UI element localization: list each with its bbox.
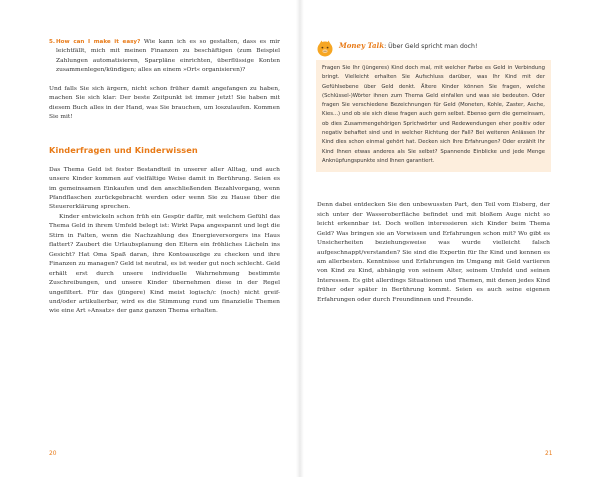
page-number-right: 21 <box>545 451 553 457</box>
money-talk-header <box>317 38 550 60</box>
paragraph-rest: Denn dabei entdecken Sie den unbewussten Part, den Teil vom Eisberg, der sich unter der Wasseroberfläche befindet und mit bloßem Auge nicht so leicht erkennbar ist. Doch wollen interessieren sich Kinder beim Thema Geld? Was bringen sie an Vorwissen und Erfahrungen schon mit? Wo gibt es Unsicherheiten beziehungsweise was wurde vielleicht falsch aufgeschnappt/verstanden? Sie sind die Expertin für Ihr Kind und kennen es am allerbesten. Kenntnisse und Erfahrungen im Umgang mit Geld variieren von Kind zu Kind, abhängig von seinem Alter, seinem Umfeld und seinen Interessen. Es gibt allerdings Situationen und Themen, mit denen jedes Kind früher oder später in Berührung kommt. Seien es auch seine eigenen Erfahrungen oder durch Freundinnen und Freunde. <box>317 202 550 303</box>
money-talk-box <box>316 60 551 172</box>
list-item-text: Wie kann ich es so gestalten, dass es mir leichtfällt, mich mit meinen Finanzen zu beschäftigen (zum Beispiel Zahlungen automatisieren, Sparpläne einrichten, überflüssige Konten zusammenlegen/kündigen; alles an einem »Ort« organisieren)? <box>56 39 280 74</box>
money-talk-text: Fragen Sie Ihr (jüngeres) Kind doch mal, mit welcher Farbe es Geld in Verbindung bringt. Vielleicht erhalten Sie Aufschluss darüber, was Ihr Kind mit der Gefühlsebene über Geld denkt. Ältere Kinder können Sie fragen, welche (Schlüssel-)Wörter ihnen zum Thema Geld einfallen und was sie bedeuten. Oder fragen Sie verschiedene Bezeichnungen für Geld (Moneten, Kohle, Zaster, Asche, Kies...) und ob sie sich diese fragen auch gern selbst. Ebenso gern die gemeinsam, ob dies Zusammengehörigen Sprichwörter und Redewendungen eher positiv oder negativ behaftet sind und in welcher Richtung der Fall? Bei weiteren Anlässen Ihr Kind dies schon einmal gehört hat. Decken sich Ihre Erfahrungen? Oder erzählt Ihr Kind Ihnen etwas anderes als Sie selbst? Spannende Einblicke und jede Menge Anknüpfungspunkte sind Ihnen garantiert. <box>322 65 545 164</box>
right-page <box>317 38 550 305</box>
page-number-left: 20 <box>49 451 57 457</box>
paragraph-children: Kinder entwickeln schon früh ein Gespür dafür, mit welchem Gefühl das Thema Geld in ihrem Umfeld belegt ist: Wirkt Papa angespannt und legt die Stirn in Falten, wenn die Nachzahlung des Energieversorgers ins Haus flattert? Zaubert die Urlaubsplanung den Eltern ein fröhliches Lächeln ins Gesicht? Hat Oma Spaß daran, ihre Kontoauszüge zu checken und ihre Finanzen zu managen? Geld ist neutral, es ist weder gut noch schlecht. Geld erhält erst durch unsere individuelle Wahrnehmung bestimmte Zuschreibungen, und unsere Kinder übernehmen diese in der Regel ungefiltert. Für das (jüngere) Kind meist logisch/c (noch) nicht greif- und/oder artikulierbar, wird es die Stimmung rund um finanzielle Themen wie eine Art »Ansatz« der ganz ganzen Thema erhalten. <box>49 213 280 315</box>
money-talk-title <box>339 41 477 50</box>
list-item-lead: How can I make it easy? <box>56 39 141 45</box>
book-gutter <box>296 0 304 477</box>
left-page <box>49 38 280 317</box>
money-talk-brand: Money Talk <box>339 41 385 50</box>
list-item-5 <box>49 38 280 76</box>
paragraph-theme: Das Thema Geld ist fester Bestandteil in unserer aller Alltag, und auch unsere Kinder kommen auf vielfältige Weise damit in Berührung. Seien es im gemeinsamen Einkaufen und den anschließenden Bezahlvorgang, wenn Pfandflaschen zurückgebracht werden oder wenn Sie zu Hause über die Steuererklärung sprechen. <box>49 166 280 211</box>
list-item-body <box>56 38 280 76</box>
money-talk-subtitle: : Über Geld spricht man doch! <box>384 43 478 50</box>
section-heading: Kinderfragen und Kinderwissen <box>49 144 198 155</box>
piggy-face-icon <box>315 38 335 58</box>
paragraph-annoyed: Und falls Sie sich ärgern, nicht schon früher damit angefangen zu haben, machen Sie sich klar: Der beste Zeitpunkt ist immer jetzt! Sie haben mit diesem Buch alles in der Hand, was Sie brauchen, um loszulaufen. Kommen Sie mit! <box>49 85 280 121</box>
list-item-number: 5. <box>49 39 56 45</box>
